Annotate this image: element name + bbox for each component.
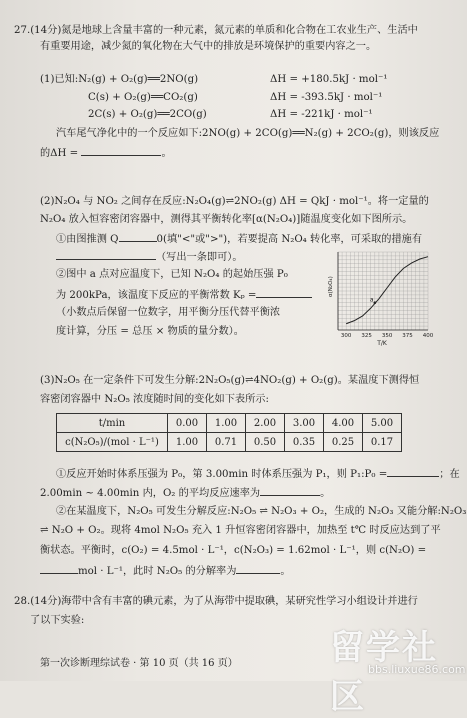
sub1-eq1	[40, 73, 387, 87]
sub3-q2-line2: ⇌ N₂O + O₂。现将 4mol N₂O₅ 充入 1 升恒容密闭容器中，加热至 t℃ 时反应达到了平	[40, 525, 441, 536]
answer-blank-dh[interactable]	[81, 145, 161, 156]
sub2-q1-hint: （写出一条即可）。	[156, 252, 243, 263]
sub1-eq1-dh: ΔH = +180.5kJ · mol⁻¹	[270, 74, 388, 85]
table-head-conc: c(N₂O₅)/(mol · L⁻¹)	[57, 433, 168, 452]
x-tick-label: 375	[402, 333, 413, 339]
sub3-q2-line3	[40, 544, 426, 558]
table-cell: 0.50	[246, 433, 285, 452]
table-cell: 0.17	[363, 433, 402, 452]
concentration-table	[56, 413, 402, 452]
sub3-q1-end: ；在	[439, 469, 460, 480]
sub3-q1-text: ①反应开始时体系压强为 P₀，第 3.00min 时体系压强为 P₁，则 P₁:P₀ =	[56, 469, 388, 480]
answer-blank-rate[interactable]	[260, 485, 320, 496]
chart-annotations	[370, 297, 376, 304]
sub3-q2-conc: 衡状态。平衡时，c(O₂) = 4.5mol · L⁻¹，c(N₂O₃) = 1.62mol · L⁻¹，则 c(N₂O) =	[40, 545, 427, 556]
table-cell: 4.00	[324, 414, 363, 433]
table-cell: 0.00	[168, 414, 207, 433]
x-tick-label: 400	[422, 333, 434, 339]
table-cell: 0.71	[207, 433, 246, 452]
x-tick-label: 325	[361, 333, 372, 339]
sub3-q1-rate-end: 。	[320, 488, 331, 499]
car-exhaust-line1: 汽车尾气净化中的一个反应如下:2NO(g) + 2CO(g)══N₂(g) + 2CO₂(g)，则该反应	[56, 128, 440, 139]
sub2-q1-line2	[56, 249, 243, 265]
chart-grid	[338, 252, 428, 330]
sub1-eq2	[88, 91, 382, 105]
watermark-logo: 留学社区	[330, 628, 438, 717]
chart-x-ticks	[341, 333, 434, 339]
table-cell: 3.00	[285, 414, 324, 433]
q27-line2: 有重要用途，减少氮的氧化物在大气中的排放是环境保护的重要内容之一。	[40, 41, 377, 52]
table-row-conc	[57, 433, 402, 452]
sub2-line2: N₂O₄ 放入恒容密闭容器中，测得其平衡转化率[α(N₂O₄)]随温度变化如下图所示。	[40, 214, 413, 225]
sub2-q1-pre: ①由图推测 Q	[56, 234, 119, 245]
sub1-eq2-dh: ΔH = -393.5kJ · mol⁻¹	[270, 92, 383, 103]
sub3-line1: (3)N₂O₅ 在一定条件下可发生分解:2N₂O₅(g)⇌4NO₂(g) + O₂(g)。某温度下测得恒	[40, 375, 420, 386]
table-cell: 1.00	[207, 414, 246, 433]
table-row-time	[57, 414, 402, 433]
x-tick-label: 350	[381, 333, 393, 339]
point-a-marker	[374, 301, 377, 304]
sub3-q1-rate: 2.00min ~ 4.00min 内，O₂ 的平均反应速率为	[40, 488, 261, 499]
car-exhaust-line2	[40, 145, 172, 161]
table-head-time: t/min	[57, 414, 168, 433]
x-tick-label: 300	[340, 333, 352, 339]
q28-line2: 了以下实验:	[30, 615, 85, 626]
chart-svg	[324, 248, 434, 348]
point-a-label: a	[369, 296, 374, 304]
sub2-q2-line1: ②图中 a 点对应温度下，已知 N₂O₄ 的起始压强 P₀	[56, 269, 288, 280]
sub3-line2: 容密闭容器中 N₂O₅ 浓度随时间的变化如下表所示:	[40, 394, 269, 405]
sub2-q1	[56, 231, 422, 247]
sub3-q2-line4	[40, 563, 291, 579]
car-dh-label: 的ΔH =	[40, 148, 82, 159]
table-cell: 1.00	[168, 433, 207, 452]
table-cell: 2.00	[246, 414, 285, 433]
q27-line1: 27.(14分)氮是地球上含量丰富的一种元素，氮元素的单质和化合物在工农业生产、生活中	[14, 25, 418, 36]
sub3-q2-rate: mol · L⁻¹，此时 N₂O₅ 的分解率为	[78, 566, 237, 577]
sub1-eq2-text: C(s) + O₂(g)══CO₂(g)	[88, 92, 198, 103]
sub1-eq3-dh: ΔH = -221kJ · mol⁻¹	[270, 109, 373, 120]
y-axis-label: α(N₂O₄)	[328, 276, 334, 297]
sub2-q2-line2	[56, 287, 312, 303]
answer-blank-kp[interactable]	[256, 287, 312, 298]
answer-blank-decomp[interactable]	[236, 563, 280, 574]
sub1-eq1-text: (1)已知:N₂(g) + O₂(g)══2NO(g)	[40, 74, 199, 85]
table-cell: 0.35	[285, 433, 324, 452]
sub2-q1-mid: 0(填"<"或">")，若要提高 N₂O₄ 转化率，可采取的措施有	[156, 234, 423, 245]
sub3-q1-line1	[56, 466, 460, 482]
answer-blank-ratio[interactable]	[387, 466, 439, 477]
sub2-q2-kp: 为 200kPa，该温度下反应的平衡常数 Kₚ =	[56, 290, 257, 301]
answer-blank-measure[interactable]	[56, 249, 156, 260]
sub3-q1-line2	[40, 485, 330, 501]
table-cell: 0.25	[324, 433, 363, 452]
q28-line1: 28.(14分)海带中含有丰富的碘元素，为了从海带中提取碘，某研究性学习小组设计并进行	[14, 596, 418, 607]
x-axis-label: T/K	[377, 340, 387, 347]
sub3-q2-line1: ②在某温度下，N₂O₅ 可发生分解反应:N₂O₅ ⇌ N₂O₃ + O₂，生成的 N₂O₃ 又能分解:N₂O₃	[56, 506, 467, 517]
car-dh-end: 。	[161, 148, 172, 159]
conversion-chart	[324, 248, 434, 348]
watermark-url: bbs.liuxue86.com	[368, 663, 466, 676]
page-footer: 第一次诊断理综试卷 · 第 10 页（共 16 页）	[40, 658, 238, 669]
sub2-line1: (2)N₂O₄ 与 NO₂ 之间存在反应:N₂O₄(g)⇌2NO₂(g) ΔH = QkJ · mol⁻¹。将一定量的	[40, 196, 429, 207]
sub3-q2-end: 。	[280, 566, 291, 577]
table-cell: 5.00	[363, 414, 402, 433]
sub1-eq3	[88, 108, 373, 122]
sub2-q2-line4: 度计算，分压 = 总压 × 物质的量分数）。	[56, 326, 244, 337]
sub2-q2-line3: （小数点后保留一位数字，用平衡分压代替平衡浓	[56, 307, 281, 318]
sub1-eq3-text: 2C(s) + O₂(g)══2CO(g)	[88, 109, 207, 120]
answer-blank-n2o[interactable]	[40, 563, 78, 574]
answer-blank-q[interactable]	[119, 231, 157, 242]
